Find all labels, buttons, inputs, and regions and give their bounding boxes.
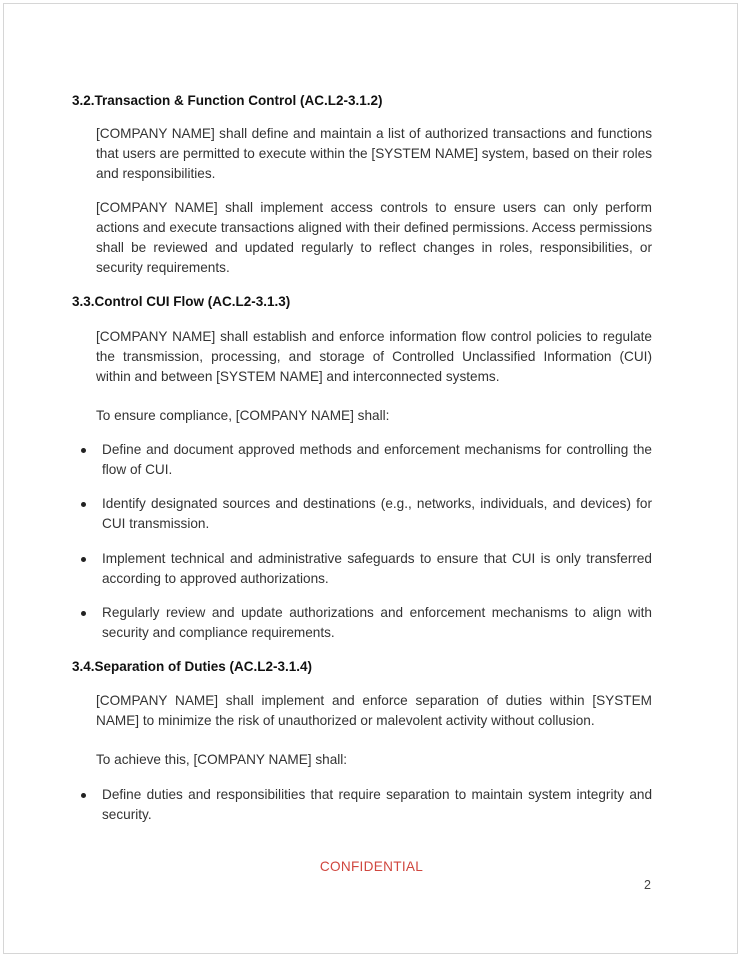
paragraph: To achieve this, [COMPANY NAME] shall:	[96, 752, 348, 767]
bullet-icon	[81, 448, 86, 453]
bullet-icon	[81, 793, 86, 798]
list-item-text: Define and document approved methods and enforcement mechanisms for controlling the flow of CUI.	[102, 442, 652, 477]
paragraph: [COMPANY NAME] shall define and maintain a list of authorized transactions and functions that users are permitted to execute within the [SYSTEM NAME] system, based on their roles and responsibilities.	[96, 126, 652, 181]
paragraph: To ensure compliance, [COMPANY NAME] shall:	[96, 408, 390, 423]
paragraph: [COMPANY NAME] shall implement and enforce separation of duties within [SYSTEM NAME] to minimize the risk of unauthorized or malevolent activity without collusion.	[96, 693, 652, 728]
section-heading-3-2: 3.2.Transaction & Function Control (AC.L2-3.1.2)	[72, 93, 383, 108]
list-item-text: Regularly review and update authorizations and enforcement mechanisms to align with security and compliance requirements.	[102, 605, 652, 640]
list-item	[78, 603, 652, 643]
bullet-icon	[81, 557, 86, 562]
document-page	[3, 3, 738, 954]
list-item-text: Identify designated sources and destinations (e.g., networks, individuals, and devices) for CUI transmission.	[102, 496, 652, 531]
section-heading-3-3: 3.3.Control CUI Flow (AC.L2-3.1.3)	[72, 294, 291, 309]
list-item	[78, 549, 652, 589]
section-heading-3-4: 3.4.Separation of Duties (AC.L2-3.1.4)	[72, 659, 313, 674]
confidential-label: CONFIDENTIAL	[319, 859, 424, 874]
list-item-text: Implement technical and administrative safeguards to ensure that CUI is only transferred according to approved authorizations.	[102, 551, 652, 586]
list-item	[78, 785, 652, 825]
list-item	[78, 494, 652, 534]
bullet-icon	[81, 502, 86, 507]
bullet-icon	[81, 611, 86, 616]
paragraph: [COMPANY NAME] shall establish and enforce information flow control policies to regulate the transmission, processing, and storage of Controlled Unclassified Information (CUI) within and between [SYSTEM NAME] and interconnected systems.	[96, 329, 652, 384]
paragraph: [COMPANY NAME] shall implement access controls to ensure users can only perform actions and execute transactions aligned with their defined permissions. Access permissions shall be reviewed and updated regularly to reflect changes in roles, responsibilities, or security requirements.	[96, 200, 652, 275]
list-item	[78, 440, 652, 480]
page-number: 2	[644, 878, 651, 892]
list-item-text: Define duties and responsibilities that require separation to maintain system integrity and security.	[102, 787, 652, 822]
